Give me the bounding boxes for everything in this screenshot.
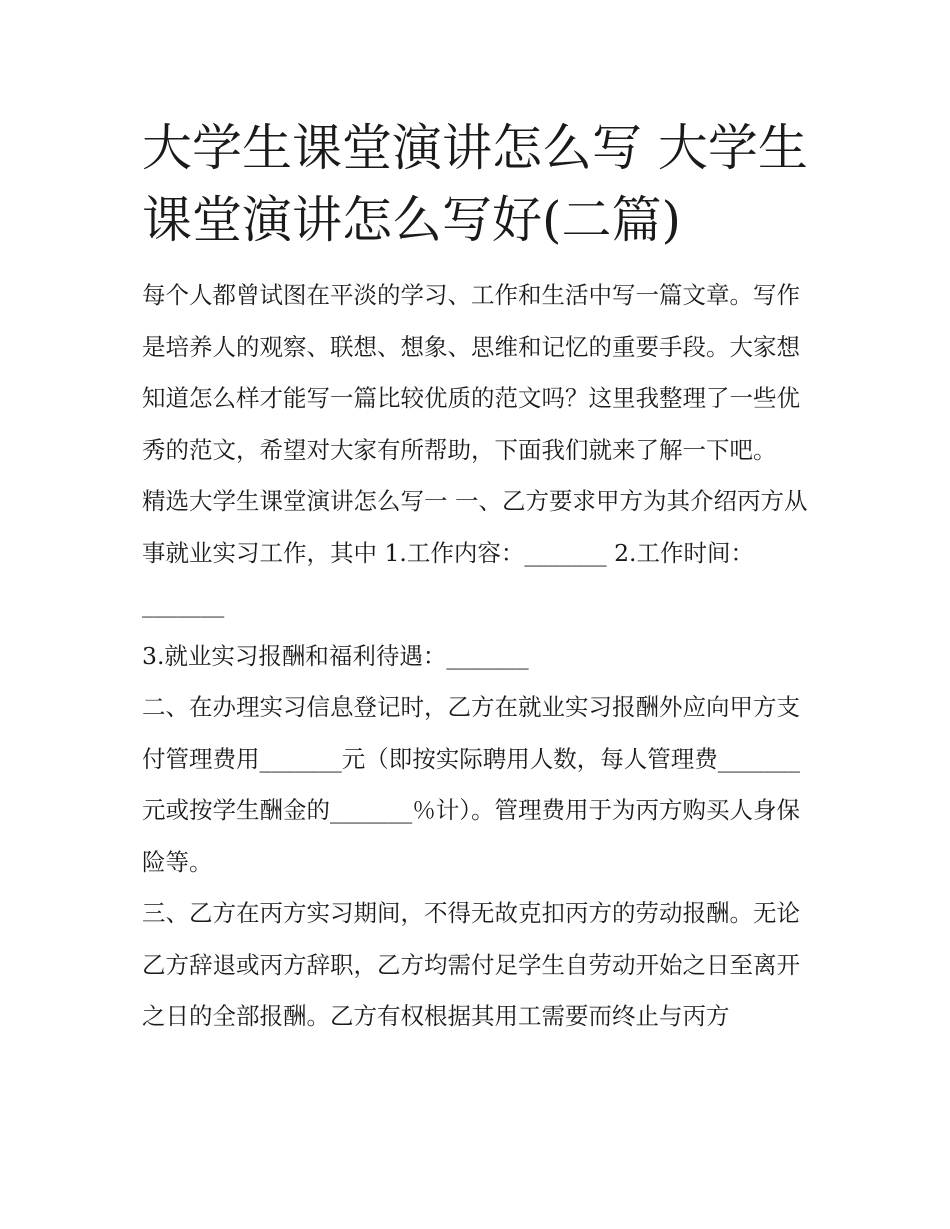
document-title: 大学生课堂演讲怎么写 大学生课堂演讲怎么写好(二篇) bbox=[142, 119, 808, 249]
section-three-paragraph: 三、乙方在丙方实习期间，不得无故克扣丙方的劳动报酬。无论乙方辞退或丙方辞职，乙方均需付足学生自劳动开始之日至离开之日的全部报酬。乙方有权根据其用工需要而终止与丙方 bbox=[142, 899, 800, 1030]
document-page bbox=[142, 112, 814, 1043]
compensation-paragraph: 3.就业实习报酬和福利待遇：_______ bbox=[142, 641, 529, 670]
section-one-paragraph: 精选大学生课堂演讲怎么写一 一、乙方要求甲方为其介绍丙方从事就业实习工作，其中 1.工作内容：_______ 2.工作时间：_______ bbox=[142, 487, 808, 618]
section-two-paragraph: 二、在办理实习信息登记时，乙方在就业实习报酬外应向甲方支付管理费用_______元（即按实际聘用人数，每人管理费_______元或按学生酬金的_______％计）。管理费用于为丙方购买人身保险等。 bbox=[142, 693, 800, 876]
intro-paragraph: 每个人都曾试图在平淡的学习、工作和生活中写一篇文章。写作是培养人的观察、联想、想象、思维和记忆的重要手段。大家想知道怎么样才能写一篇比较优质的范文吗？这里我整理了一些优秀的范文，希望对大家有所帮助，下面我们就来了解一下吧。 bbox=[142, 281, 800, 464]
